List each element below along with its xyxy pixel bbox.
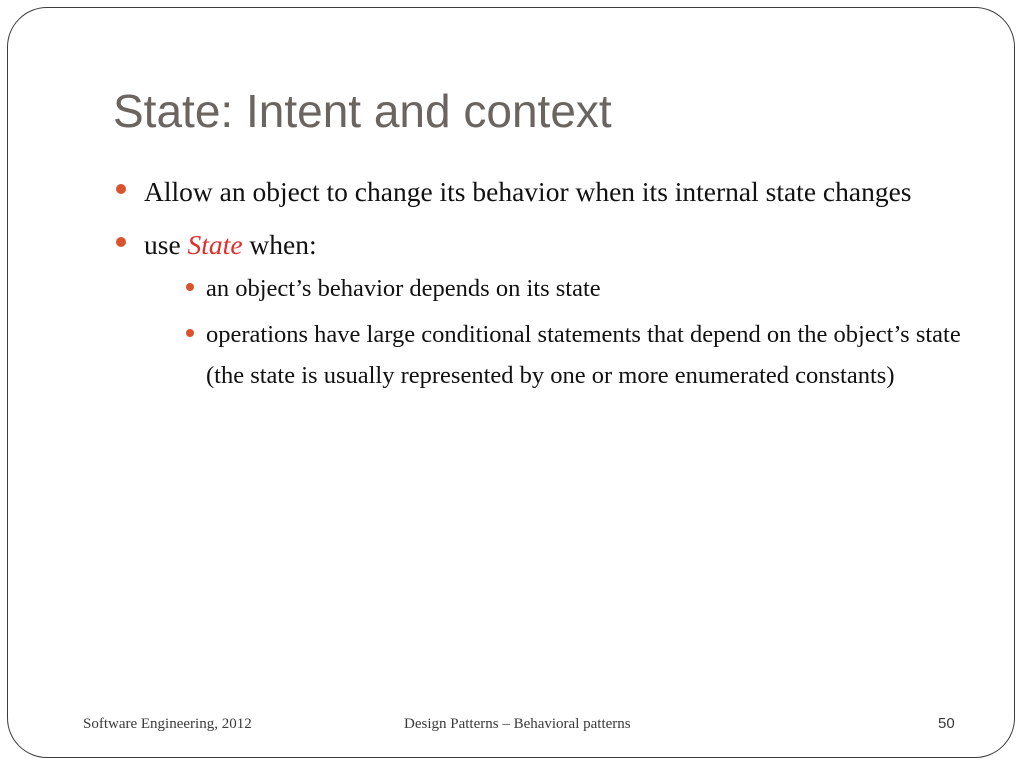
slide-title: State: Intent and context (113, 85, 612, 137)
footer-course: Software Engineering, 2012 (83, 716, 252, 732)
sub-bullet-text: an object’s behavior depends on its state (206, 275, 601, 302)
bullet-dot-icon (186, 283, 194, 291)
sub-bullet-text: operations have large conditional statements that depend on the object’s state (the state is usually represented by one or more enumerated constants) (206, 321, 961, 389)
bullet-item (113, 170, 973, 213)
sub-bullet-item (174, 268, 973, 309)
bullet-text-suffix: when: (242, 229, 317, 260)
slide-content (113, 170, 973, 396)
bullet-emphasis: State (187, 229, 243, 260)
bullet-item (113, 223, 973, 396)
sub-bullet-list (174, 268, 973, 396)
bullet-dot-icon (186, 329, 194, 337)
bullet-dot-icon (116, 184, 126, 194)
sub-bullet-item (174, 314, 973, 396)
footer-topic: Design Patterns – Behavioral patterns (404, 716, 631, 732)
bullet-dot-icon (116, 237, 126, 247)
bullet-text-prefix: use (144, 229, 188, 260)
page-number: 50 (938, 715, 955, 732)
bullet-text: Allow an object to change its behavior when its internal state changes (144, 176, 912, 207)
